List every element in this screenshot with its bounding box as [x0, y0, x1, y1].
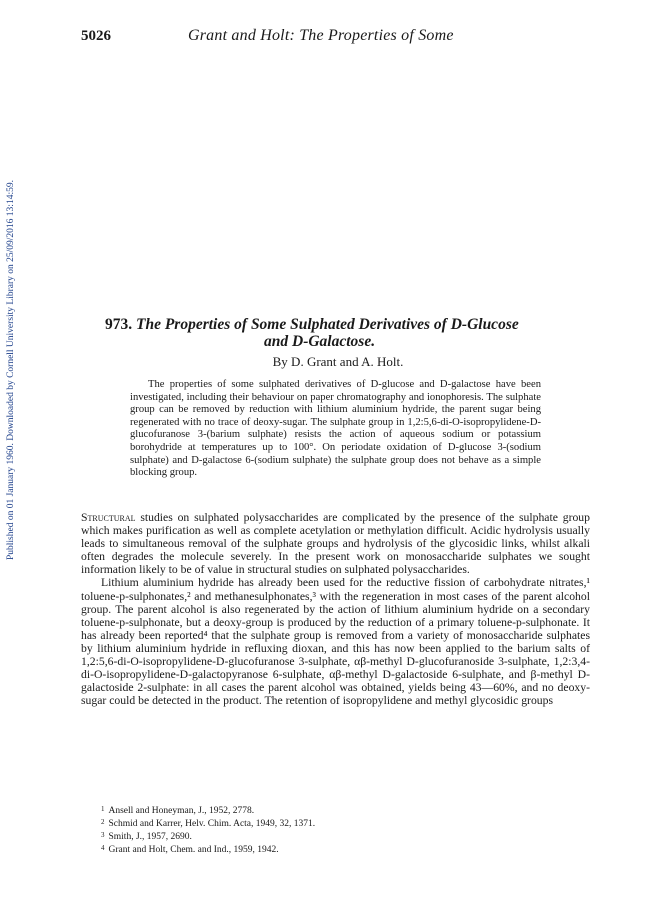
- title-line-2: and D-Galactose.: [264, 333, 376, 350]
- paragraph-lead-word: Structural: [81, 511, 136, 524]
- abstract: The properties of some sulphated derivatives of D-glucose and D-galactose have been investigated, including their behaviour on paper chromatography and ionophoresis. The sulphate group can be removed by reduction with lithium aluminium hydride, the parent sugar being regenerated with no trace of deoxy-sugar. The sulphate group in 1,2:5,6-di-O-isopropylidene-D-glucofuranose 3-(barium sulphate) resists the action of aqueous sodium or potassium borohydride at temperatures up to 100°. On periodate oxidation of D-glucose 3-(sodium sulphate) and D-galactose 6-(sodium sulphate) the sulphate group does not behave as a simple blocking group.: [130, 379, 541, 479]
- footnote: $^1$ Ansell and Honeyman, J., 1952, 2778.: [101, 805, 255, 816]
- byline: By D. Grant and A. Holt.: [272, 354, 404, 369]
- paragraph-2: Lithium aluminium hydride has already been used for the reductive fission of carbohydrate nitrates,¹ toluene-p-sulphonates,² and methanesulphonates,³ with the regeneration in most cases of the parent alcohol group. The parent alcohol is also regenerated by the action of lithium aluminium hydride on a secondary toluene-p-sulphonate, but a deoxy-group is produced by the reduction of a primary toluene-p-sulphonate. It has already been reported⁴ that the sulphate group is removed from a variety of monosaccharide sulphates by lithium aluminium hydride in refluxing dioxan, and this has now been applied to the barium salts of 1,2:5,6-di-O-isopropylidene-D-glucofuranose 3-sulphate, αβ-methyl D-glucofuranoside 3-sulphate, 1,2:3,4-di-O-isopropylidene-D-galactopyranose 6-sulphate, αβ-methyl D-galactoside 6-sulphate, and β-methyl D-galactoside 2-sulphate: in all cases the parent alcohol was obtained, yields being 43—60%, and no deoxy-sugar could be detected in the product. The retention of isopropylidene and methyl glycosidic groups: [81, 576, 590, 708]
- footnote: $^2$ Schmid and Karrer, Helv. Chim. Acta, 1949, 32, 1371.: [101, 818, 316, 829]
- page-number: 5026: [81, 28, 111, 44]
- article-title: [105, 316, 600, 350]
- running-title: Grant and Holt: The Properties of Some: [188, 27, 454, 44]
- title-line-1: The Properties of Some Sulphated Derivatives of D-Glucose: [136, 316, 519, 333]
- footnote: $^3$ Smith, J., 1957, 2690.: [101, 831, 192, 842]
- article-body: [81, 511, 590, 707]
- paragraph-1: [81, 511, 590, 576]
- download-notice: Published on 01 January 1960. Downloaded by Cornell University Library on 25/09/2016 13:14:59.: [6, 180, 16, 560]
- article-number: 973.: [105, 316, 133, 333]
- paragraph-1-text: studies on sulphated polysaccharides are complicated by the presence of the sulphate group which makes purification as well as complete acetylation or methylation difficult. Acidic hydrolysis usually leads to simultaneous removal of the sulphate groups and hydrolysis of the glycosidic links, whilst alkali often degrades the molecule severely. In the present work on monosaccharide sulphates we sought information likely to be of value in structural studies on sulphated polysaccharides.: [81, 511, 590, 577]
- footnote: $^4$ Grant and Holt, Chem. and Ind., 1959, 1942.: [101, 844, 279, 855]
- footnotes: [101, 804, 581, 856]
